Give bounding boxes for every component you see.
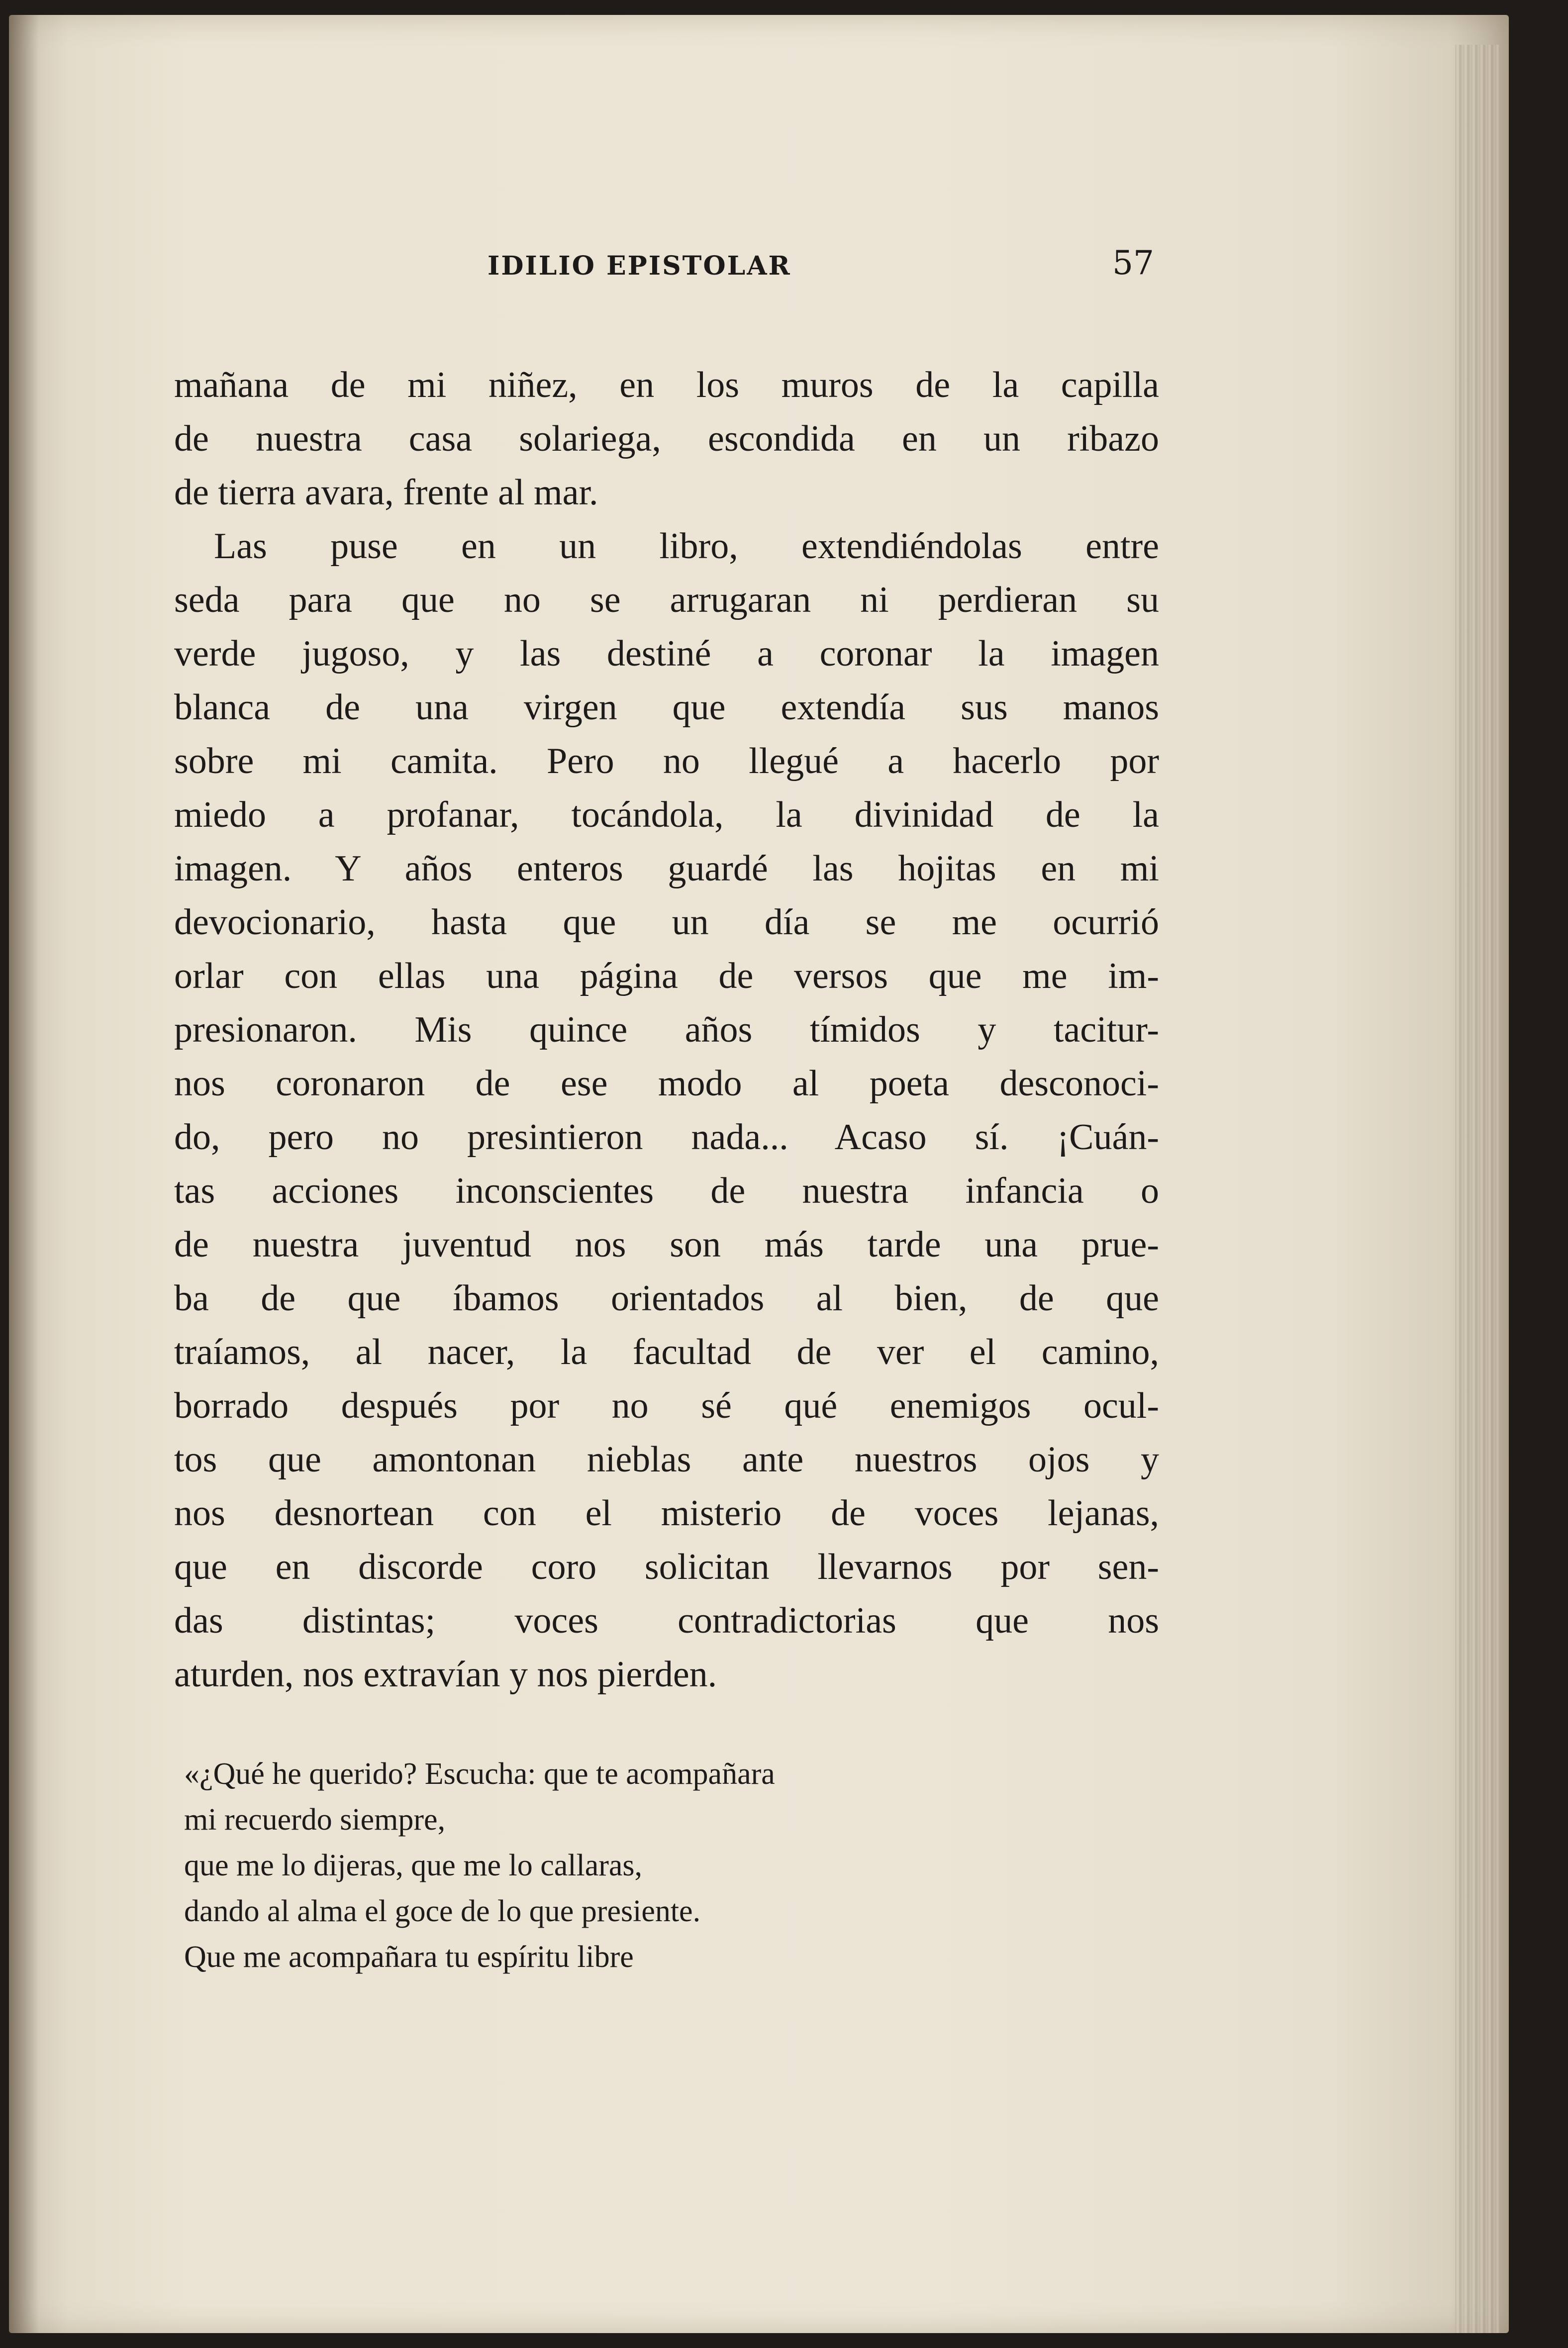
verse-line: que me lo dijeras, que me lo callaras, bbox=[184, 1849, 643, 1882]
text-line: tas acciones inconscientes de nuestra infancia o bbox=[174, 1171, 1159, 1211]
text-line: imagen. Y años enteros guardé las hojitas en mi bbox=[174, 848, 1159, 889]
verse-line: dando al alma el goce de lo que presiente. bbox=[184, 1894, 701, 1928]
text-line: traíamos, al nacer, la facultad de ver el camino, bbox=[174, 1332, 1159, 1372]
text-line: ba de que íbamos orientados al bien, de que bbox=[174, 1278, 1159, 1319]
text-line: do, pero no presintieron nada... Acaso sí. ¡Cuán- bbox=[174, 1117, 1159, 1158]
text-line: sobre mi camita. Pero no llegué a hacerlo por bbox=[174, 741, 1159, 782]
text-line: blanca de una virgen que extendía sus manos bbox=[174, 687, 1159, 728]
text-line: orlar con ellas una página de versos que me im- bbox=[174, 956, 1159, 996]
running-head bbox=[169, 244, 1154, 284]
text-line: que en discorde coro solicitan llevarnos por sen- bbox=[174, 1547, 1159, 1587]
text-line: verde jugoso, y las destiné a coronar la imagen bbox=[174, 633, 1159, 674]
text-line: de nuestra casa solariega, escondida en un ribazo bbox=[174, 418, 1159, 459]
text-line: presionaron. Mis quince años tímidos y tacitur- bbox=[174, 1009, 1159, 1050]
text-line: seda para que no se arrugaran ni perdieran su bbox=[174, 580, 1159, 620]
page-edge bbox=[1455, 45, 1500, 2333]
text-line: miedo a profanar, tocándola, la divinidad de la bbox=[174, 794, 1159, 835]
verse-quote bbox=[184, 1751, 1129, 1980]
verse-line: mi recuerdo siempre, bbox=[184, 1803, 446, 1837]
text-line: mañana de mi niñez, en los muros de la capilla bbox=[174, 365, 1159, 405]
text-line: de nuestra juventud nos son más tarde una prue- bbox=[174, 1224, 1159, 1265]
verse-line: Que me acompañara tu espíritu libre bbox=[184, 1940, 634, 1974]
text-line: nos desnortean con el misterio de voces lejanas, bbox=[174, 1493, 1159, 1534]
text-line: aturden, nos extravían y nos pierden. bbox=[174, 1654, 717, 1695]
text-line: tos que amontonan nieblas ante nuestros ojos y bbox=[174, 1439, 1159, 1480]
text-line: nos coronaron de ese modo al poeta desconoci- bbox=[174, 1063, 1159, 1104]
text-line: de tierra avara, frente al mar. bbox=[174, 472, 598, 513]
page-number: 57 bbox=[1112, 244, 1154, 282]
verse-line: «¿Qué he querido? Escucha: que te acompañara bbox=[184, 1757, 775, 1791]
gutter-shadow bbox=[9, 15, 39, 2333]
text-line: devocionario, hasta que un día se me ocurrió bbox=[174, 902, 1159, 943]
text-line: borrado después por no sé qué enemigos ocul- bbox=[174, 1385, 1159, 1426]
running-title: IDILIO EPISTOLAR bbox=[488, 251, 791, 281]
text-line: das distintas; voces contradictorias que nos bbox=[174, 1600, 1159, 1641]
body-text bbox=[174, 358, 1159, 1701]
text-line: Las puse en un libro, extendiéndolas entre bbox=[214, 526, 1159, 567]
